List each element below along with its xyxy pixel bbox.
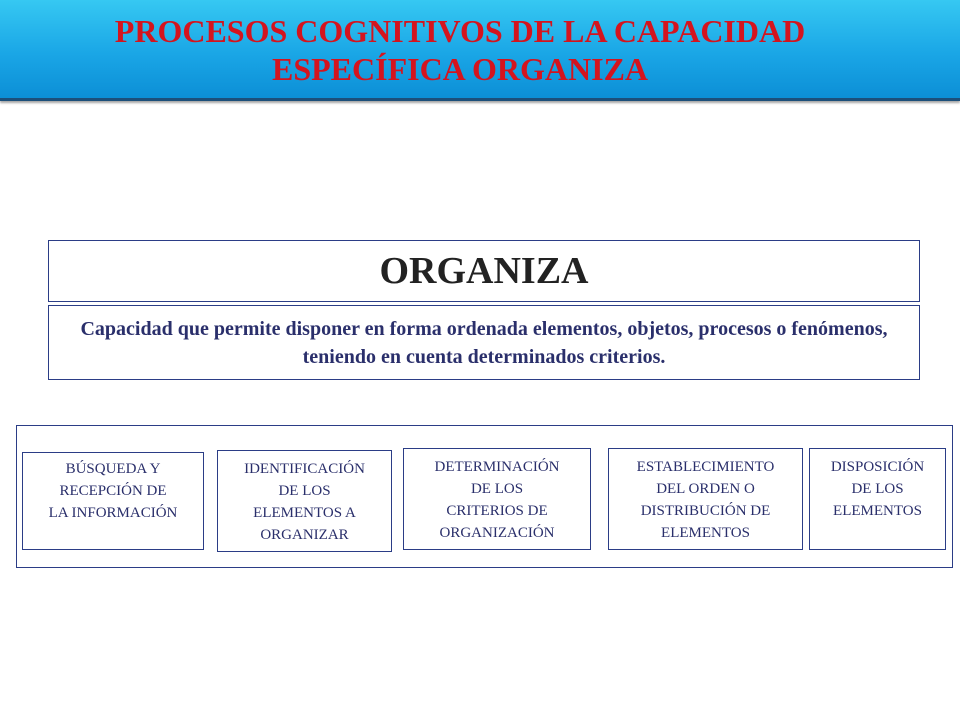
organiza-title: ORGANIZA [379, 250, 589, 292]
page-title-line-2: ESPECÍFICA ORGANIZA [271, 51, 649, 87]
definition-text: Capacidad que permite disponer en forma ordenada elementos, objetos, procesos o fenómenos, teniendo en cuenta determinados criterios. [80, 317, 888, 368]
step-line: DE LOS [851, 481, 904, 497]
step-line: RECEPCIÓN DE [59, 483, 167, 499]
page-title [0, 12, 920, 88]
step-line: ORGANIZAR [260, 527, 349, 543]
step-line: DE LOS [470, 481, 524, 497]
step-line: IDENTIFICACIÓN [244, 461, 365, 477]
step-establecimiento [608, 448, 803, 550]
step-disposicion [809, 448, 946, 550]
step-line: DETERMINACIÓN [434, 459, 560, 475]
page-title-line-1: PROCESOS COGNITIVOS DE LA CAPACIDAD [114, 13, 806, 49]
step-line: DISTRIBUCIÓN DE [640, 503, 771, 519]
organiza-title-box [48, 240, 920, 302]
title-banner [0, 0, 960, 101]
step-line: LA INFORMACIÓN [48, 505, 178, 521]
step-line: DE LOS [278, 483, 331, 499]
process-steps-container [16, 425, 953, 568]
step-line: ORGANIZACIÓN [439, 525, 555, 541]
step-identificacion [217, 450, 392, 552]
step-busqueda-recepcion [22, 452, 204, 550]
step-line: ELEMENTOS A [253, 505, 356, 521]
definition-box [48, 305, 920, 380]
step-line: ELEMENTOS [833, 503, 922, 519]
step-line: BÚSQUEDA Y [65, 461, 161, 477]
step-line: ESTABLECIMIENTO [636, 459, 775, 475]
step-determinacion [403, 448, 591, 550]
step-line: DISPOSICIÓN [830, 459, 925, 475]
step-line: ELEMENTOS [661, 525, 750, 541]
step-line: DEL ORDEN O [656, 481, 755, 497]
step-line: CRITERIOS DE [446, 503, 548, 519]
